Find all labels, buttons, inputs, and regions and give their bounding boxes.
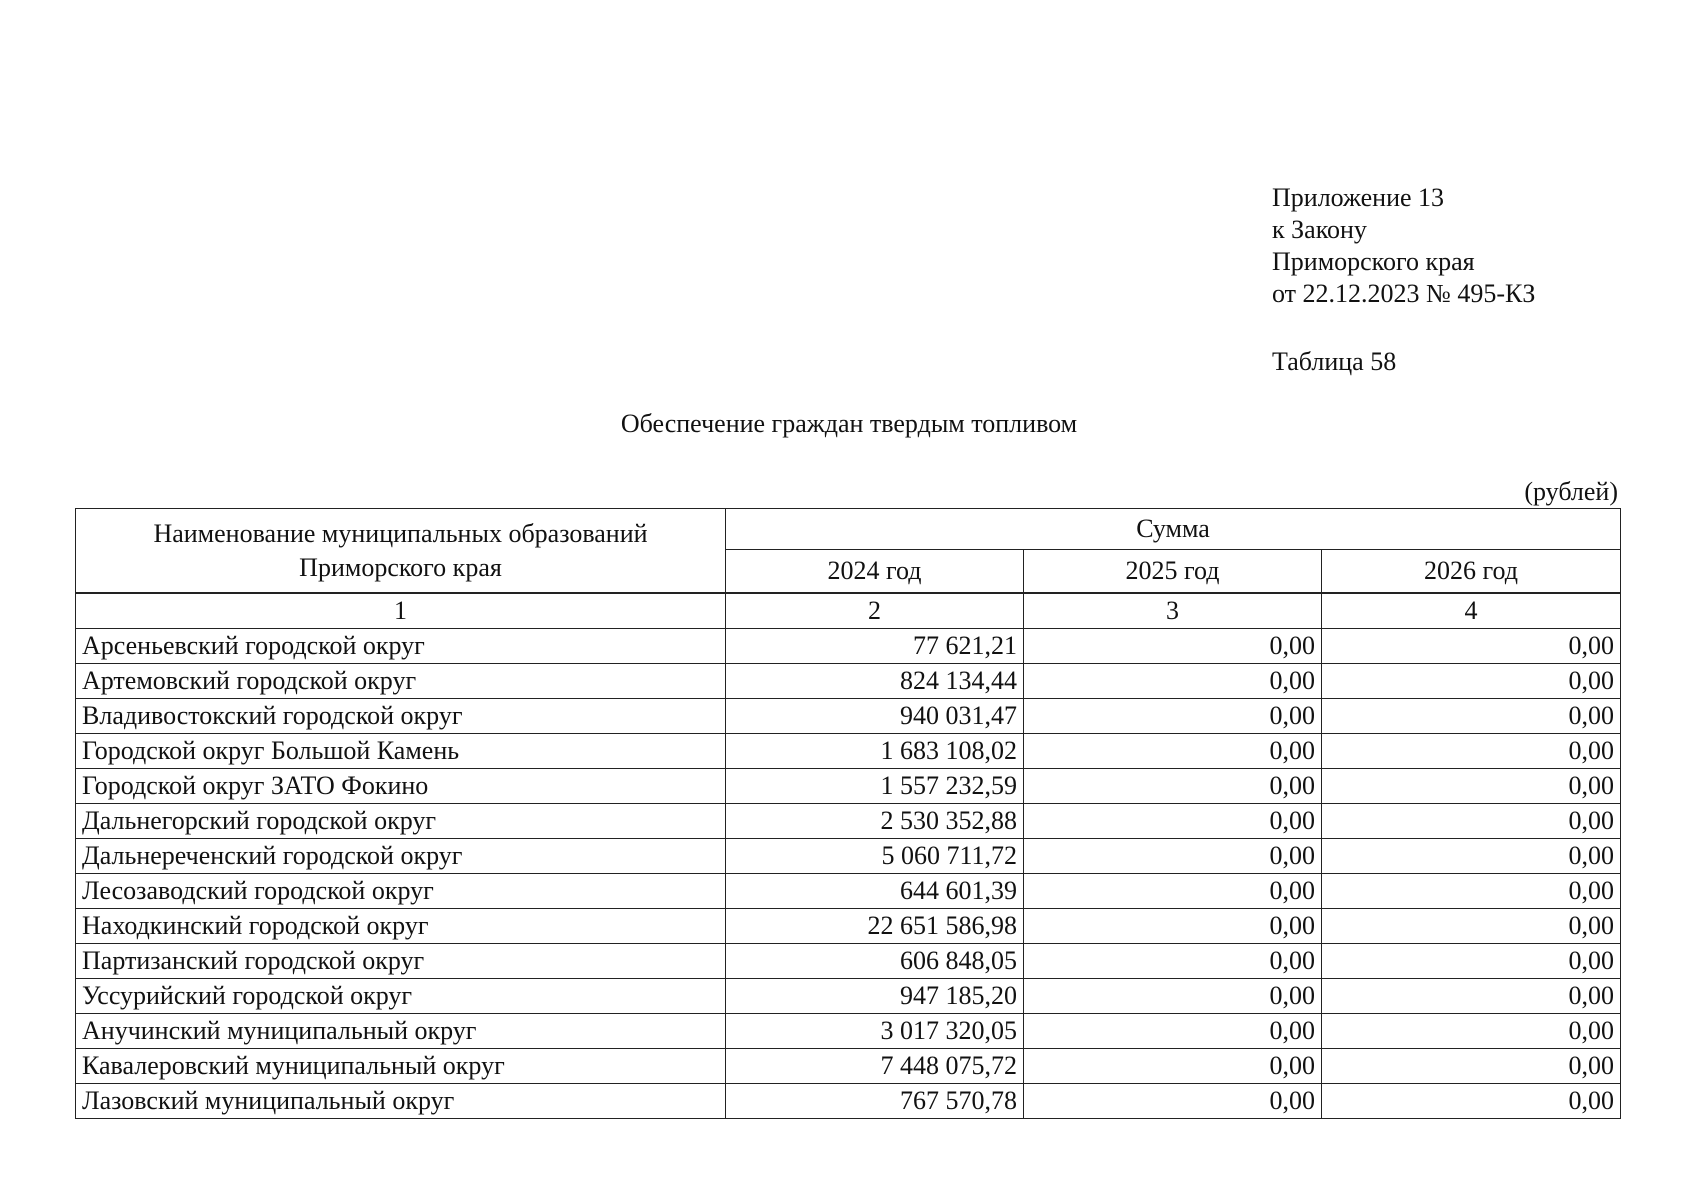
amount-2024-cell: 767 570,78 [726,1084,1024,1119]
amount-2026-cell: 0,00 [1322,804,1621,839]
column-number-row [76,593,1621,629]
appendix-line-2: к Закону [1272,215,1367,244]
amount-2026-cell: 0,00 [1322,944,1621,979]
budget-table [75,508,1621,1119]
amount-2026-cell: 0,00 [1322,909,1621,944]
document-title: Обеспечение граждан твердым топливом [620,409,1078,438]
municipality-name-cell: Партизанский городской округ [76,944,726,979]
amount-2025-cell: 0,00 [1024,699,1322,734]
amount-2024-cell: 940 031,47 [726,699,1024,734]
amount-2024-cell: 22 651 586,98 [726,909,1024,944]
amount-2025-cell: 0,00 [1024,1014,1322,1049]
amount-2025-cell: 0,00 [1024,944,1322,979]
amount-2026-cell: 0,00 [1322,769,1621,804]
amount-2025-cell: 0,00 [1024,804,1322,839]
table-row [76,839,1621,874]
amount-2026-cell: 0,00 [1322,699,1621,734]
amount-2024-cell: 77 621,21 [726,629,1024,664]
amount-2024-cell: 824 134,44 [726,664,1024,699]
municipality-name-cell: Дальнереченский городской округ [76,839,726,874]
amount-2026-cell: 0,00 [1322,1014,1621,1049]
amount-2024-cell: 1 557 232,59 [726,769,1024,804]
column-number-4: 4 [1322,593,1621,629]
table-row [76,979,1621,1014]
amount-2025-cell: 0,00 [1024,874,1322,909]
municipality-name-cell: Городской округ ЗАТО Фокино [76,769,726,804]
municipality-name-cell: Артемовский городской округ [76,664,726,699]
municipality-name-cell: Лесозаводский городской округ [76,874,726,909]
amount-2026-cell: 0,00 [1322,664,1621,699]
amount-2025-cell: 0,00 [1024,839,1322,874]
table-row [76,769,1621,804]
municipality-name-cell: Дальнегорский городской округ [76,804,726,839]
table-row [76,944,1621,979]
header-sum: Сумма [726,509,1621,550]
header-year-2026: 2026 год [1322,550,1621,594]
appendix-line-1: Приложение 13 [1272,183,1445,212]
table-number: Таблица 58 [1272,347,1397,376]
municipality-name-cell: Анучинский муниципальный округ [76,1014,726,1049]
amount-2024-cell: 606 848,05 [726,944,1024,979]
municipality-name-cell: Городской округ Большой Камень [76,734,726,769]
table-row [76,629,1621,664]
amount-2025-cell: 0,00 [1024,979,1322,1014]
amount-2024-cell: 947 185,20 [726,979,1024,1014]
table-row [76,804,1621,839]
table-row [76,664,1621,699]
amount-2025-cell: 0,00 [1024,909,1322,944]
municipality-name-cell: Лазовский муниципальный округ [76,1084,726,1119]
table-row [76,874,1621,909]
table-row [76,734,1621,769]
appendix-reference [1272,182,1535,310]
municipality-name-cell: Владивостокский городской округ [76,699,726,734]
header-municipality-name: Наименование муниципальных образований Приморского края [76,509,726,594]
amount-2026-cell: 0,00 [1322,874,1621,909]
amount-2026-cell: 0,00 [1322,629,1621,664]
amount-2024-cell: 7 448 075,72 [726,1049,1024,1084]
amount-2024-cell: 5 060 711,72 [726,839,1024,874]
amount-2026-cell: 0,00 [1322,734,1621,769]
appendix-line-3: Приморского края [1272,247,1475,276]
amount-2024-cell: 2 530 352,88 [726,804,1024,839]
amount-2026-cell: 0,00 [1322,979,1621,1014]
amount-2025-cell: 0,00 [1024,664,1322,699]
column-number-3: 3 [1024,593,1322,629]
table-row [76,909,1621,944]
amount-2025-cell: 0,00 [1024,1084,1322,1119]
table-row [76,699,1621,734]
appendix-line-4: от 22.12.2023 № 495-КЗ [1272,279,1536,308]
amount-2025-cell: 0,00 [1024,734,1322,769]
municipality-name-cell: Уссурийский городской округ [76,979,726,1014]
table-body [76,593,1621,1119]
amount-2026-cell: 0,00 [1322,1049,1621,1084]
amount-2026-cell: 0,00 [1322,839,1621,874]
table-row [76,1014,1621,1049]
amount-2024-cell: 644 601,39 [726,874,1024,909]
header-year-2025: 2025 год [1024,550,1322,594]
municipality-name-cell: Арсеньевский городской округ [76,629,726,664]
amount-2025-cell: 0,00 [1024,1049,1322,1084]
municipality-name-cell: Находкинский городской округ [76,909,726,944]
column-number-1: 1 [76,593,726,629]
table-row [76,1084,1621,1119]
amount-2024-cell: 3 017 320,05 [726,1014,1024,1049]
table-row [76,1049,1621,1084]
amount-2025-cell: 0,00 [1024,769,1322,804]
column-number-2: 2 [726,593,1024,629]
header-year-2024: 2024 год [726,550,1024,594]
municipality-name-cell: Кавалеровский муниципальный округ [76,1049,726,1084]
amount-2026-cell: 0,00 [1322,1084,1621,1119]
amount-2024-cell: 1 683 108,02 [726,734,1024,769]
table-header [76,509,1621,594]
amount-2025-cell: 0,00 [1024,629,1322,664]
currency-unit: (рублей) [1524,477,1618,506]
